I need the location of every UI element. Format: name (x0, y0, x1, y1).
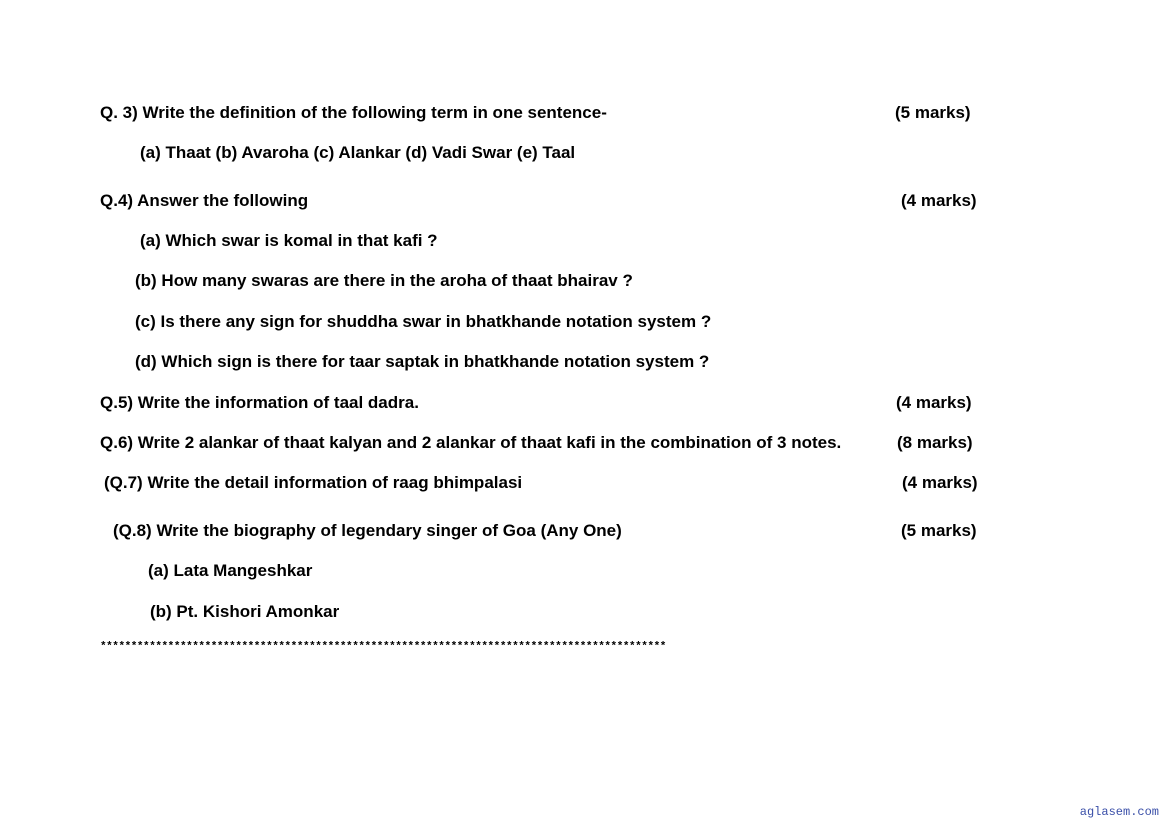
question-6-text: Q.6) Write 2 alankar of thaat kalyan and 2 alankar of thaat kafi in the combination of 3 notes. (100, 433, 842, 452)
question-4-subpart-b: (b) How many swaras are there in the aroha of thaat bhairav ? (135, 271, 633, 290)
question-8-subpart-a: (a) Lata Mangeshkar (148, 561, 313, 580)
question-4-marks: (4 marks) (901, 191, 977, 210)
question-3-text: Q. 3) Write the definition of the following term in one sentence- (100, 103, 607, 122)
question-6-marks: (8 marks) (897, 433, 973, 452)
question-5-marks: (4 marks) (896, 393, 972, 412)
question-8-text: (Q.8) Write the biography of legendary singer of Goa (Any One) (113, 521, 622, 540)
question-3-subpart: (a) Thaat (b) Avaroha (c) Alankar (d) Vadi Swar (e) Taal (140, 143, 576, 162)
question-4-subpart-d: (d) Which sign is there for taar saptak in bhatkhande notation system ? (135, 352, 710, 371)
question-5-text: Q.5) Write the information of taal dadra. (100, 393, 419, 412)
question-4-subpart-a: (a) Which swar is komal in that kafi ? (140, 231, 438, 250)
question-7-text: (Q.7) Write the detail information of raag bhimpalasi (104, 473, 523, 492)
question-8-subpart-b: (b) Pt. Kishori Amonkar (150, 602, 340, 621)
question-8-marks: (5 marks) (901, 521, 977, 540)
end-of-paper-divider: ******************************************************************************************** (100, 641, 666, 653)
question-4-subpart-c: (c) Is there any sign for shuddha swar in bhatkhande notation system ? (135, 312, 712, 331)
question-4-text: Q.4) Answer the following (100, 191, 309, 210)
footer-watermark: aglasem.com (1079, 805, 1159, 819)
question-7-marks: (4 marks) (902, 473, 978, 492)
question-3-marks: (5 marks) (895, 103, 971, 122)
